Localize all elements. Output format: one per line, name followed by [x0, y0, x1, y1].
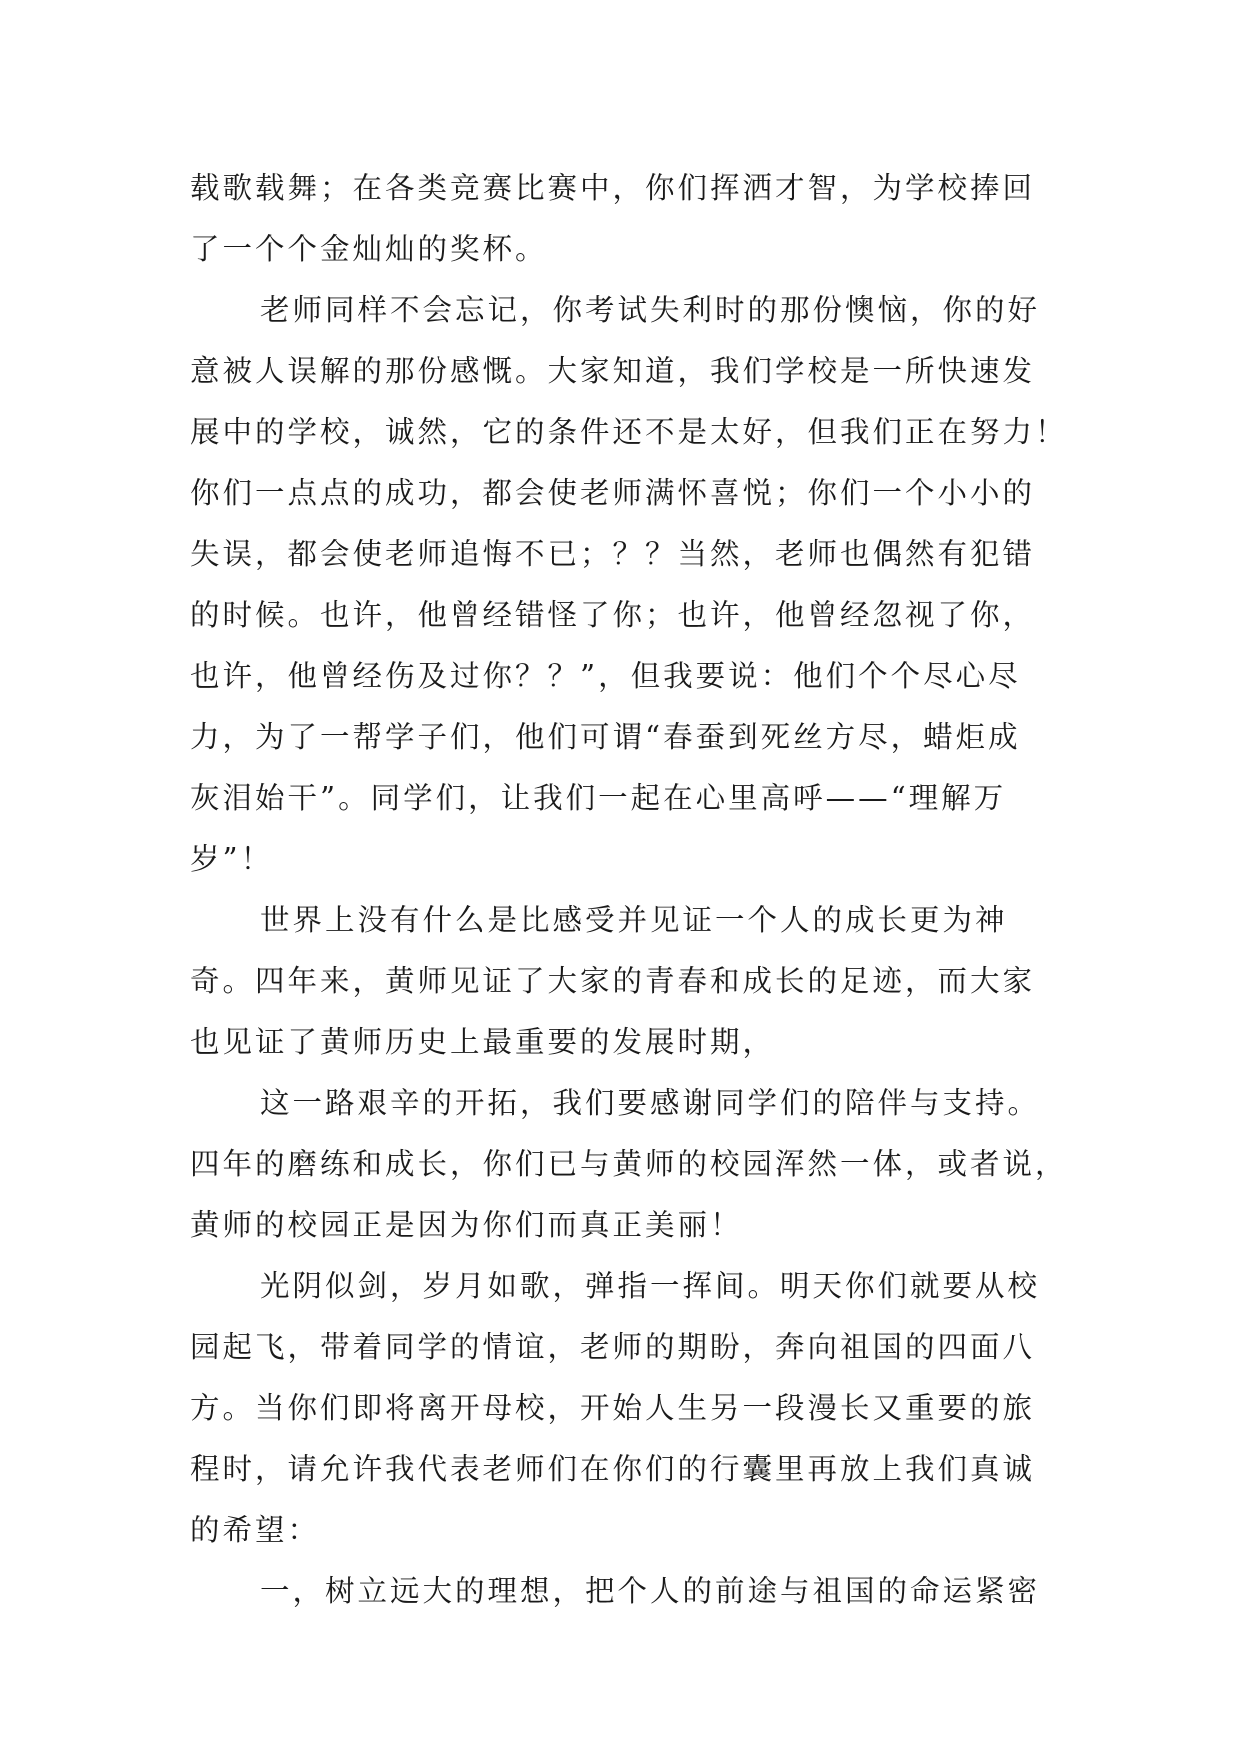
text-line: 展中的学校，诚然，它的条件还不是太好，但我们正在努力！	[190, 415, 1068, 449]
text-line: 灰泪始干”。同学们，让我们一起在心里高呼——“理解万	[190, 781, 1007, 815]
text-line: 也许，他曾经伤及过你？？”，但我要说：他们个个尽心尽	[190, 659, 1021, 693]
text-line: 也见证了黄师历史上最重要的发展时期，	[190, 1025, 776, 1059]
text-line: 岁”！	[190, 842, 274, 876]
text-line: 你们一点点的成功，都会使老师满怀喜悦；你们一个小小的	[190, 476, 1036, 510]
text-line: 四年的磨练和成长，你们已与黄师的校园浑然一体，或者说，	[190, 1147, 1068, 1181]
text-line: 力，为了一帮学子们，他们可谓“春蚕到死丝方尽，蜡炬成	[190, 720, 1021, 754]
text-line: 失误，都会使老师追悔不已；？？当然，老师也偶然有犯错	[190, 537, 1036, 571]
text-line: 园起飞，带着同学的情谊，老师的期盼，奔向祖国的四面八	[190, 1330, 1036, 1364]
text-line: 的希望：	[190, 1513, 321, 1547]
speech-text	[190, 158, 1070, 1622]
text-line: 奇。四年来，黄师见证了大家的青春和成长的足迹，而大家	[190, 964, 1036, 998]
text-line: 了一个个金灿灿的奖杯。	[190, 232, 548, 266]
paragraph-start-line: 老师同样不会忘记，你考试失利时的那份懊恼，你的好	[260, 293, 1041, 327]
text-line: 方。当你们即将离开母校，开始人生另一段漫长又重要的旅	[190, 1391, 1036, 1425]
text-line: 黄师的校园正是因为你们而真正美丽！	[190, 1208, 743, 1242]
text-line: 程时，请允许我代表老师们在你们的行囊里再放上我们真诚	[190, 1452, 1036, 1486]
paragraph-start-line: 这一路艰辛的开拓，我们要感谢同学们的陪伴与支持。	[260, 1086, 1041, 1120]
paragraph-start-line: 光阴似剑，岁月如歌，弹指一挥间。明天你们就要从校	[260, 1269, 1041, 1303]
text-line: 载歌载舞；在各类竞赛比赛中，你们挥洒才智，为学校捧回	[190, 171, 1036, 205]
text-line: 意被人误解的那份感慨。大家知道，我们学校是一所快速发	[190, 354, 1036, 388]
paragraph-start-line: 一，树立远大的理想，把个人的前途与祖国的命运紧密	[260, 1574, 1041, 1608]
text-line: 的时候。也许，他曾经错怪了你；也许，他曾经忽视了你，	[190, 598, 1036, 632]
paragraph-start-line: 世界上没有什么是比感受并见证一个人的成长更为神	[260, 903, 1008, 937]
